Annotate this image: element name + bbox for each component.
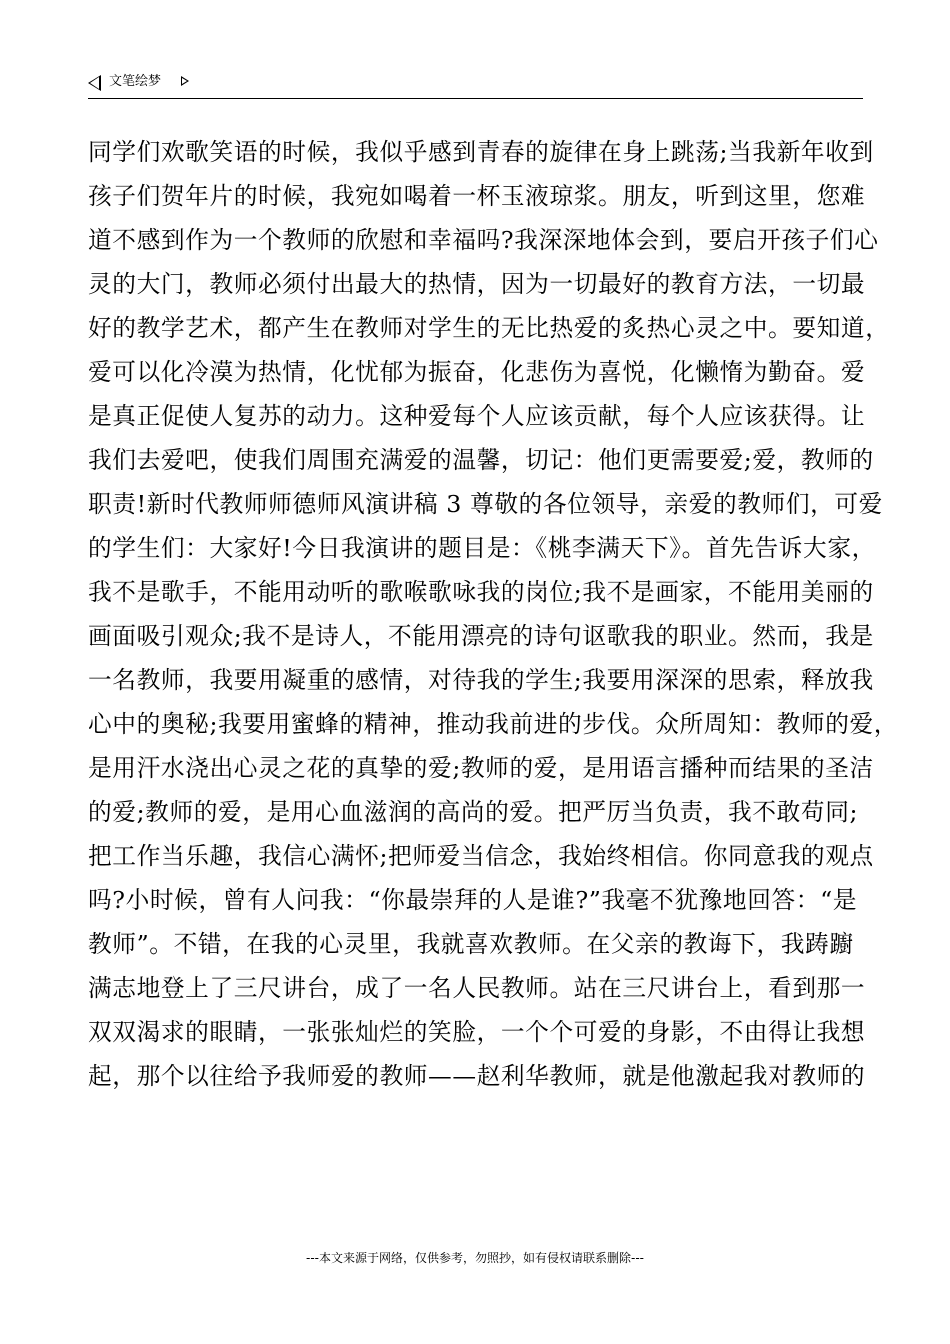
text-line: 吗?小时候，曾有人问我：“你最崇拜的人是谁?”我毫不犹豫地回答：“是 [88, 886, 858, 914]
footer-disclaimer: ---本文来源于网络，仅供参考，勿照抄，如有侵权请联系删除--- [306, 1251, 644, 1265]
body-text [88, 130, 899, 1098]
text-line: 教师”。不错，在我的心灵里，我就喜欢教师。在父亲的教诲下，我踌躕 [88, 930, 854, 958]
text-line: 满志地登上了三尺讲台，成了一名人民教师。站在三尺讲台上，看到那一 [88, 974, 866, 1002]
text-line: 好的教学艺术，都产生在教师对学生的无比热爱的炙热心灵之中。要知道， [88, 314, 890, 342]
text-line: 职责!新时代教师师德师风演讲稿 3 尊敬的各位领导，亲爱的教师们，可爱 [88, 490, 883, 518]
text-line: 孩子们贺年片的时候，我宛如喝着一杯玉液琼浆。朋友，听到这里，您难 [88, 182, 866, 210]
triangle-left-icon [88, 75, 101, 91]
text-line: 双双渴求的眼睛，一张张灿烂的笑脸，一个个可爱的身影，不由得让我想 [88, 1018, 866, 1046]
text-line: 画面吸引观众;我不是诗人，不能用漂亮的诗句讴歌我的职业。然而，我是 [88, 622, 874, 650]
text-line: 起，那个以往给予我师爱的教师——赵利华教师，就是他激起我对教师的 [88, 1062, 866, 1090]
text-line: 我们去爱吧，使我们周围充满爱的温馨，切记：他们更需要爱;爱，教师的 [88, 446, 874, 474]
text-line: 的学生们：大家好!今日我演讲的题目是：《桃李满天下》。首先告诉大家， [88, 534, 876, 562]
text-line: 同学们欢歌笑语的时候，我似乎感到青春的旋律在身上跳荡;当我新年收到 [88, 138, 874, 166]
page-header [88, 72, 863, 99]
text-line: 灵的大门，教师必须付出最大的热情，因为一切最好的教育方法，一切最 [88, 270, 866, 298]
text-line: 我不是歌手，不能用动听的歌喉歌咏我的岗位;我不是画家，不能用美丽的 [88, 578, 874, 606]
triangle-right-icon [181, 76, 189, 86]
text-line: 道不感到作为一个教师的欣慰和幸福吗?我深深地体会到，要启开孩子们心 [88, 226, 879, 254]
text-line: 心中的奥秘;我要用蜜蜂的精神，推动我前进的步伐。众所周知：教师的爱， [88, 710, 899, 738]
header-title: 文笔绘梦 [109, 74, 162, 89]
text-line: 是真正促使人复苏的动力。这种爱每个人应该贡献，每个人应该获得。让 [88, 402, 866, 430]
text-line: 的爱;教师的爱，是用心血滋润的高尚的爱。把严厉当负责，我不敢苟同; [88, 798, 859, 826]
text-line: 爱可以化冷漠为热情，化忧郁为振奋，化悲伤为喜悦，化懒惰为勤奋。爱 [88, 358, 866, 386]
text-line: 是用汗水浇出心灵之花的真挚的爱;教师的爱，是用语言播种而结果的圣洁 [88, 754, 874, 782]
text-line: 把工作当乐趣，我信心满怀;把师爱当信念，我始终相信。你同意我的观点 [88, 842, 874, 870]
text-line: 一名教师，我要用凝重的感情，对待我的学生;我要用深深的思索，释放我 [88, 666, 874, 694]
